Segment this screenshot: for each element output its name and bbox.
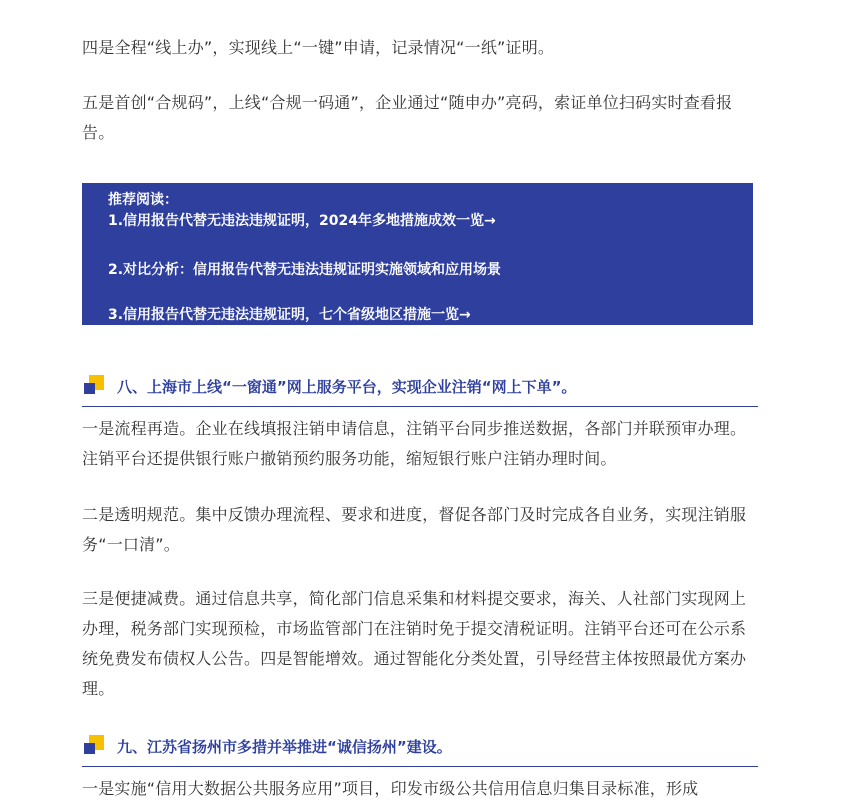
section-8-paragraph-2: 二是透明规范。集中反馈办理流程、要求和进度，督促各部门及时完成各自业务，实现注销服务“一口清”。 — [82, 505, 747, 554]
recommended-reading-box — [82, 183, 753, 325]
recommended-link-3[interactable]: 3.信用报告代替无违法违规证明，七个省级地区措施一览→ — [108, 307, 471, 323]
section-marker-icon — [84, 375, 104, 395]
section-9-paragraph-1: 一是实施“信用大数据公共服务应用”项目，印发市级公共信用信息归集目录标准，形成 — [82, 779, 699, 798]
section-heading-8 — [82, 372, 758, 407]
paragraph-four: 四是全程“线上办”，实现线上“一键”申请，记录情况“一纸”证明。 — [82, 38, 555, 57]
section-marker-icon — [84, 735, 104, 755]
section-heading-8-text: 八、上海市上线“一窗通”网上服务平台，实现企业注销“网上下单”。 — [117, 378, 577, 396]
paragraph-five: 五是首创“合规码”，上线“合规一码通”，企业通过“随申办”亮码，索证单位扫码实时查看报告。 — [82, 93, 733, 142]
section-8-paragraph-1: 一是流程再造。企业在线填报注销申请信息，注销平台同步推送数据，各部门并联预审办理。注销平台还提供银行账户撤销预约服务功能，缩短银行账户注销办理时间。 — [82, 419, 747, 468]
recommended-link-1[interactable]: 1.信用报告代替无违法违规证明，2024年多地措施成效一览→ — [108, 213, 496, 229]
section-heading-9-text: 九、江苏省扬州市多措并举推进“诚信扬州”建设。 — [117, 738, 452, 756]
recommended-reading-title: 推荐阅读： — [108, 192, 178, 208]
recommended-link-2[interactable]: 2.对比分析：信用报告代替无违法违规证明实施领域和应用场景 — [108, 262, 502, 278]
section-heading-9 — [82, 732, 758, 767]
section-8-paragraph-3: 三是便捷减费。通过信息共享，简化部门信息采集和材料提交要求，海关、人社部门实现网上办理，税务部门实现预检，市场监管部门在注销时免于提交清税证明。注销平台还可在公示系统免费发布债权人公告。四是智能增效。通过智能化分类处置，引导经营主体按照最优方案办理。 — [82, 589, 747, 698]
